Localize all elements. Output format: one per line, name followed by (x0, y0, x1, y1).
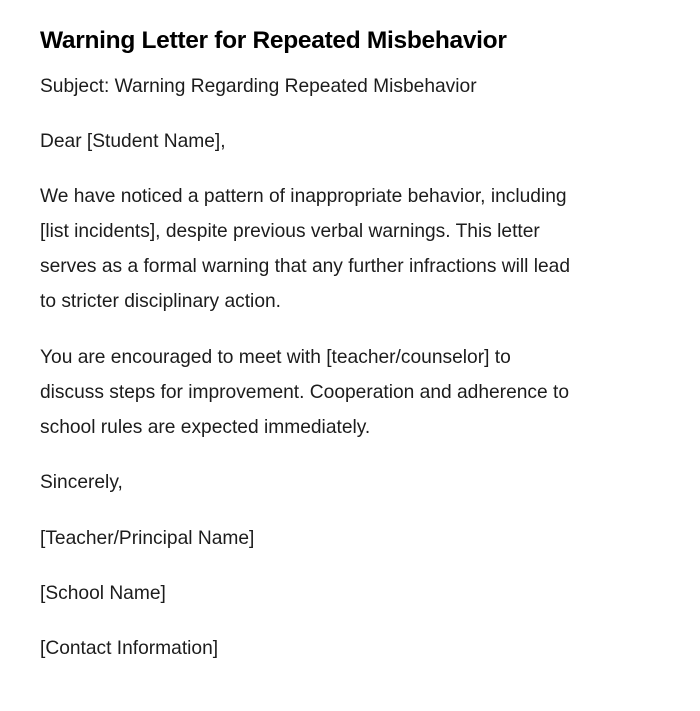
paragraph-line: You are encouraged to meet with [teacher/counselor] to (40, 347, 511, 368)
paragraph-line: school rules are expected immediately. (40, 417, 371, 438)
paragraph-line: discuss steps for improvement. Cooperation and adherence to (40, 382, 570, 403)
paragraph-line: [list incidents], despite previous verbal warnings. This letter (40, 221, 540, 242)
letter-salutation: Dear [Student Name], (40, 131, 226, 152)
signature-school: [School Name] (40, 583, 166, 604)
signature-name: [Teacher/Principal Name] (40, 528, 255, 549)
letter-subject: Subject: Warning Regarding Repeated Misbehavior (40, 76, 477, 97)
letter-closing: Sincerely, (40, 472, 123, 493)
letter-paragraph-meeting (40, 340, 650, 445)
paragraph-line: We have noticed a pattern of inappropriate behavior, including (40, 186, 567, 207)
signature-contact: [Contact Information] (40, 638, 219, 659)
letter-paragraph-incidents (40, 179, 650, 319)
paragraph-line: serves as a formal warning that any further infractions will lead (40, 256, 571, 277)
paragraph-line: to stricter disciplinary action. (40, 291, 281, 312)
letter-title: Warning Letter for Repeated Misbehavior (40, 27, 507, 54)
